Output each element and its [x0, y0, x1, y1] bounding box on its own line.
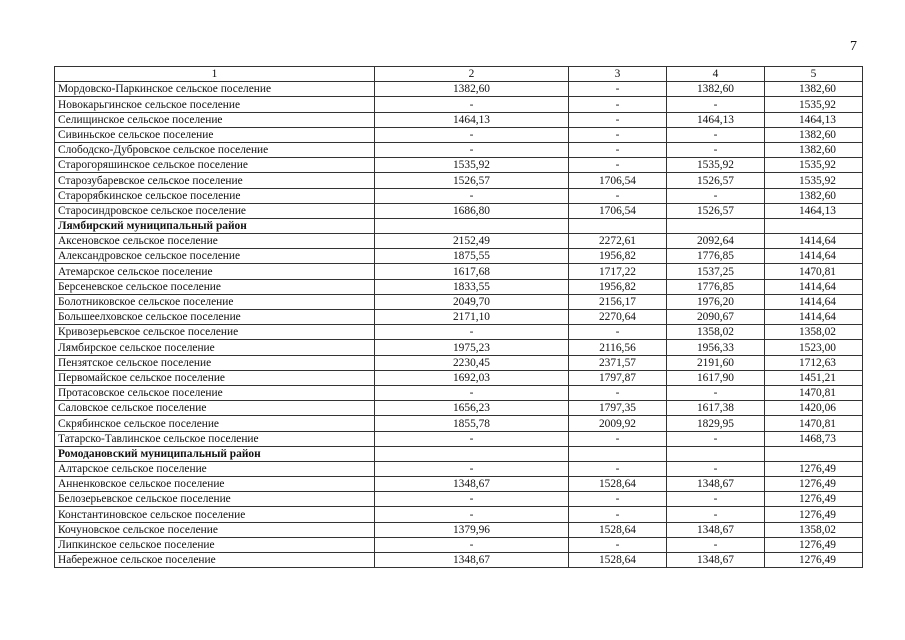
value-cell-col-3: - — [569, 158, 667, 173]
value-cell-col-4: - — [667, 385, 765, 400]
value-cell-col-2: - — [375, 325, 569, 340]
table-row — [55, 522, 863, 537]
table-row — [55, 477, 863, 492]
value-cell-col-4: - — [667, 507, 765, 522]
value-cell-col-5: 1468,73 — [765, 431, 863, 446]
value-cell-col-3: - — [569, 97, 667, 112]
value-cell-col-3: 2270,64 — [569, 310, 667, 325]
settlement-name: Слободско-Дубровское сельское поселение — [55, 142, 375, 157]
table-row — [55, 401, 863, 416]
table-row — [55, 264, 863, 279]
district-row — [55, 218, 863, 233]
value-cell-col-3: 2009,92 — [569, 416, 667, 431]
settlement-name: Старозубаревское сельское поселение — [55, 173, 375, 188]
settlement-name: Мордовско-Паркинское сельское поселение — [55, 82, 375, 97]
table-row — [55, 294, 863, 309]
value-cell-col-3: 1717,22 — [569, 264, 667, 279]
value-cell-col-2: 1382,60 — [375, 82, 569, 97]
value-cell-col-5: 1535,92 — [765, 173, 863, 188]
value-cell-col-3: 1528,64 — [569, 477, 667, 492]
settlement-name: Кочуновское сельское поселение — [55, 522, 375, 537]
value-cell-col-4: - — [667, 537, 765, 552]
table-row — [55, 142, 863, 157]
value-cell-col-5: 1382,60 — [765, 127, 863, 142]
value-cell-col-5: 1464,13 — [765, 203, 863, 218]
value-cell-col-5: 1382,60 — [765, 142, 863, 157]
value-cell-col-4: 1829,95 — [667, 416, 765, 431]
value-cell-col-2: - — [375, 507, 569, 522]
table-row — [55, 507, 863, 522]
value-cell-col-4: - — [667, 188, 765, 203]
value-cell-col-5: 1420,06 — [765, 401, 863, 416]
value-cell-col-4: 1348,67 — [667, 522, 765, 537]
table-row — [55, 355, 863, 370]
value-cell-col-3: - — [569, 188, 667, 203]
settlement-name: Саловское сельское поселение — [55, 401, 375, 416]
value-cell-col-2: 2152,49 — [375, 234, 569, 249]
value-cell-col-5: 1464,13 — [765, 112, 863, 127]
value-cell-col-4: 1382,60 — [667, 82, 765, 97]
value-cell-col-4: 2092,64 — [667, 234, 765, 249]
value-cell-col-3: - — [569, 112, 667, 127]
column-header-4: 4 — [667, 67, 765, 82]
value-cell-col-5: 1358,02 — [765, 325, 863, 340]
settlement-name: Пензятское сельское поселение — [55, 355, 375, 370]
settlement-name: Набережное сельское поселение — [55, 553, 375, 568]
value-cell-col-4: 1617,90 — [667, 370, 765, 385]
settlement-name: Анненковское сельское поселение — [55, 477, 375, 492]
value-cell-col-2: - — [375, 127, 569, 142]
value-cell-col-5: 1382,60 — [765, 188, 863, 203]
value-cell-col-5: 1414,64 — [765, 234, 863, 249]
value-cell-col-3: 1956,82 — [569, 279, 667, 294]
value-cell-col-3: 2116,56 — [569, 340, 667, 355]
empty-cell — [667, 446, 765, 461]
settlement-name: Лямбирское сельское поселение — [55, 340, 375, 355]
value-cell-col-3: 2371,57 — [569, 355, 667, 370]
empty-cell — [375, 446, 569, 461]
settlement-name: Константиновское сельское поселение — [55, 507, 375, 522]
table-row — [55, 553, 863, 568]
value-cell-col-5: 1276,49 — [765, 477, 863, 492]
settlement-name: Кривозерьевское сельское поселение — [55, 325, 375, 340]
value-cell-col-3: 1528,64 — [569, 522, 667, 537]
value-cell-col-2: 1875,55 — [375, 249, 569, 264]
table-row — [55, 431, 863, 446]
settlement-name: Липкинское сельское поселение — [55, 537, 375, 552]
empty-cell — [765, 218, 863, 233]
value-cell-col-3: - — [569, 82, 667, 97]
table-row — [55, 310, 863, 325]
table-row — [55, 370, 863, 385]
district-name: Лямбирский муниципальный район — [55, 218, 375, 233]
value-cell-col-4: - — [667, 461, 765, 476]
value-cell-col-4: 2090,67 — [667, 310, 765, 325]
table-row — [55, 385, 863, 400]
table-row — [55, 461, 863, 476]
value-cell-col-2: 1348,67 — [375, 553, 569, 568]
value-cell-col-2: 1833,55 — [375, 279, 569, 294]
settlement-name: Белозерьевское сельское поселение — [55, 492, 375, 507]
value-cell-col-2: - — [375, 188, 569, 203]
settlement-name: Старорябкинское сельское поселение — [55, 188, 375, 203]
value-cell-col-5: 1470,81 — [765, 264, 863, 279]
table-row — [55, 249, 863, 264]
value-cell-col-2: 1855,78 — [375, 416, 569, 431]
value-cell-col-5: 1414,64 — [765, 279, 863, 294]
settlement-name: Первомайское сельское поселение — [55, 370, 375, 385]
value-cell-col-3: 1706,54 — [569, 173, 667, 188]
value-cell-col-5: 1276,49 — [765, 507, 863, 522]
settlement-name: Аксеновское сельское поселение — [55, 234, 375, 249]
value-cell-col-2: 1464,13 — [375, 112, 569, 127]
value-cell-col-4: - — [667, 431, 765, 446]
settlement-name: Большеелховское сельское поселение — [55, 310, 375, 325]
value-cell-col-5: 1276,49 — [765, 537, 863, 552]
value-cell-col-3: 2272,61 — [569, 234, 667, 249]
table-row — [55, 279, 863, 294]
value-cell-col-2: 1535,92 — [375, 158, 569, 173]
table-row — [55, 325, 863, 340]
table-row — [55, 234, 863, 249]
value-cell-col-4: 1776,85 — [667, 279, 765, 294]
value-cell-col-3: - — [569, 507, 667, 522]
empty-cell — [569, 218, 667, 233]
value-cell-col-3: - — [569, 431, 667, 446]
table-row — [55, 416, 863, 431]
value-cell-col-5: 1276,49 — [765, 492, 863, 507]
page-number: 7 — [850, 39, 857, 54]
value-cell-col-2: 1348,67 — [375, 477, 569, 492]
value-cell-col-3: 1797,87 — [569, 370, 667, 385]
table-row — [55, 127, 863, 142]
settlement-name: Татарско-Тавлинское сельское поселение — [55, 431, 375, 446]
value-cell-col-5: 1414,64 — [765, 310, 863, 325]
settlement-name: Скрябинское сельское поселение — [55, 416, 375, 431]
value-cell-col-2: - — [375, 431, 569, 446]
settlement-name: Болотниковское сельское поселение — [55, 294, 375, 309]
table-row — [55, 492, 863, 507]
value-cell-col-4: 1348,67 — [667, 477, 765, 492]
empty-cell — [667, 218, 765, 233]
value-cell-col-5: 1523,00 — [765, 340, 863, 355]
value-cell-col-4: 1348,67 — [667, 553, 765, 568]
settlement-name: Новокарьгинское сельское поселение — [55, 97, 375, 112]
value-cell-col-3: 1956,82 — [569, 249, 667, 264]
value-cell-col-4: 1464,13 — [667, 112, 765, 127]
value-cell-col-5: 1358,02 — [765, 522, 863, 537]
column-header-5: 5 — [765, 67, 863, 82]
value-cell-col-5: 1451,21 — [765, 370, 863, 385]
value-cell-col-4: 1535,92 — [667, 158, 765, 173]
table-row — [55, 173, 863, 188]
settlement-name: Селищинское сельское поселение — [55, 112, 375, 127]
value-cell-col-2: - — [375, 142, 569, 157]
value-cell-col-4: - — [667, 492, 765, 507]
value-cell-col-2: 1656,23 — [375, 401, 569, 416]
value-cell-col-2: 1686,80 — [375, 203, 569, 218]
value-cell-col-2: - — [375, 537, 569, 552]
value-cell-col-5: 1712,63 — [765, 355, 863, 370]
value-cell-col-3: - — [569, 142, 667, 157]
settlement-name: Берсеневское сельское поселение — [55, 279, 375, 294]
tariff-table-body — [55, 67, 863, 568]
district-name: Ромодановский муниципальный район — [55, 446, 375, 461]
value-cell-col-5: 1535,92 — [765, 97, 863, 112]
value-cell-col-4: 1526,57 — [667, 203, 765, 218]
value-cell-col-5: 1535,92 — [765, 158, 863, 173]
value-cell-col-4: - — [667, 97, 765, 112]
table-row — [55, 112, 863, 127]
table-row — [55, 97, 863, 112]
table-row — [55, 340, 863, 355]
tariff-table — [54, 66, 863, 568]
value-cell-col-4: 1526,57 — [667, 173, 765, 188]
district-row — [55, 446, 863, 461]
value-cell-col-5: 1382,60 — [765, 82, 863, 97]
value-cell-col-4: 1617,38 — [667, 401, 765, 416]
value-cell-col-2: - — [375, 492, 569, 507]
settlement-name: Алтарское сельское поселение — [55, 461, 375, 476]
column-header-1: 1 — [55, 67, 375, 82]
value-cell-col-3: - — [569, 492, 667, 507]
value-cell-col-3: - — [569, 127, 667, 142]
value-cell-col-2: - — [375, 461, 569, 476]
value-cell-col-3: - — [569, 325, 667, 340]
value-cell-col-2: 2230,45 — [375, 355, 569, 370]
settlement-name: Атемарское сельское поселение — [55, 264, 375, 279]
value-cell-col-2: - — [375, 385, 569, 400]
value-cell-col-3: 1528,64 — [569, 553, 667, 568]
table-row — [55, 188, 863, 203]
table-row — [55, 537, 863, 552]
value-cell-col-3: 1706,54 — [569, 203, 667, 218]
value-cell-col-2: - — [375, 97, 569, 112]
empty-cell — [375, 218, 569, 233]
value-cell-col-3: - — [569, 385, 667, 400]
value-cell-col-3: - — [569, 537, 667, 552]
value-cell-col-5: 1414,64 — [765, 249, 863, 264]
value-cell-col-4: 2191,60 — [667, 355, 765, 370]
value-cell-col-3: - — [569, 461, 667, 476]
settlement-name: Старогоряшинское сельское поселение — [55, 158, 375, 173]
value-cell-col-4: 1976,20 — [667, 294, 765, 309]
value-cell-col-2: 1692,03 — [375, 370, 569, 385]
value-cell-col-5: 1470,81 — [765, 385, 863, 400]
value-cell-col-2: 1975,23 — [375, 340, 569, 355]
value-cell-col-2: 1379,96 — [375, 522, 569, 537]
value-cell-col-4: 1358,02 — [667, 325, 765, 340]
value-cell-col-4: 1776,85 — [667, 249, 765, 264]
column-header-2: 2 — [375, 67, 569, 82]
column-header-3: 3 — [569, 67, 667, 82]
settlement-name: Старосиндровское сельское поселение — [55, 203, 375, 218]
empty-cell — [765, 446, 863, 461]
empty-cell — [569, 446, 667, 461]
value-cell-col-4: - — [667, 142, 765, 157]
value-cell-col-5: 1276,49 — [765, 461, 863, 476]
value-cell-col-5: 1276,49 — [765, 553, 863, 568]
value-cell-col-3: 2156,17 — [569, 294, 667, 309]
settlement-name: Протасовское сельское поселение — [55, 385, 375, 400]
value-cell-col-5: 1414,64 — [765, 294, 863, 309]
settlement-name: Сивиньское сельское поселение — [55, 127, 375, 142]
table-header-row — [55, 67, 863, 82]
value-cell-col-4: 1537,25 — [667, 264, 765, 279]
value-cell-col-3: 1797,35 — [569, 401, 667, 416]
table-row — [55, 203, 863, 218]
value-cell-col-4: - — [667, 127, 765, 142]
value-cell-col-4: 1956,33 — [667, 340, 765, 355]
value-cell-col-2: 2049,70 — [375, 294, 569, 309]
value-cell-col-5: 1470,81 — [765, 416, 863, 431]
value-cell-col-2: 1526,57 — [375, 173, 569, 188]
settlement-name: Александровское сельское поселение — [55, 249, 375, 264]
value-cell-col-2: 1617,68 — [375, 264, 569, 279]
value-cell-col-2: 2171,10 — [375, 310, 569, 325]
table-row — [55, 82, 863, 97]
table-row — [55, 158, 863, 173]
